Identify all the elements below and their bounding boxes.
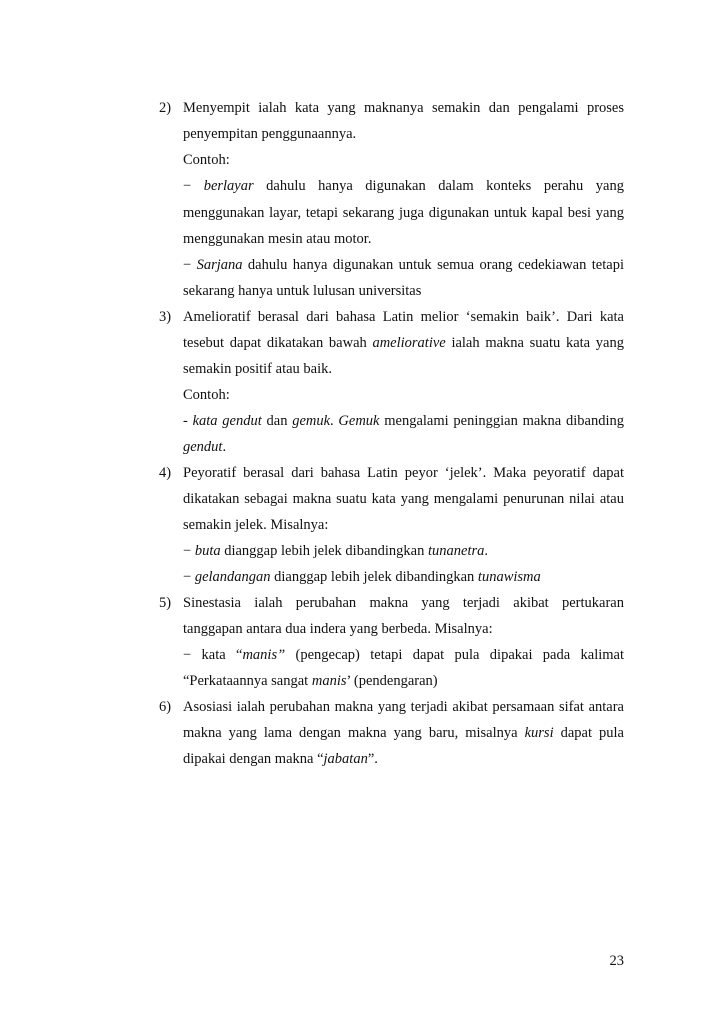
text-line (183, 411, 624, 431)
page-number: 23 (609, 953, 624, 969)
text-line: menggunakan layar, tetapi sekarang juga digunakan untuk kapal besi yang (183, 205, 624, 221)
text-line (183, 437, 624, 457)
text-line: Menyempit ialah kata yang maknanya semakin dan pengalami proses (183, 100, 624, 116)
item-number: 5) (159, 595, 172, 611)
text-line: semakin jelek. Misalnya: (183, 517, 329, 533)
text-segment: dahulu hanya digunakan untuk semua orang cedekiawan tetapi (242, 257, 624, 273)
italic-term: manis” (242, 647, 286, 663)
text-line (183, 567, 624, 587)
text-line: penyempitan penggunaannya. (183, 126, 357, 142)
dash: − (183, 569, 195, 585)
italic-term: ameliorative (372, 335, 446, 351)
text-segment: ialah makna suatu kata yang (445, 335, 624, 351)
text-line: menggunakan mesin atau motor. (183, 231, 372, 247)
italic-term: gemuk (292, 413, 331, 429)
text-line (183, 645, 624, 665)
item-number: 4) (159, 465, 172, 481)
item-number: 6) (159, 699, 172, 715)
text-line (183, 333, 624, 353)
text-line (183, 541, 624, 561)
italic-term: Gemuk (338, 413, 380, 429)
text-segment: ’ (pendengaran) (346, 673, 438, 689)
text-segment: dapat pula (553, 725, 624, 741)
italic-term: gelandangan (194, 569, 271, 585)
italic-term: tunawisma (477, 569, 541, 585)
text-line: Contoh: (183, 152, 230, 168)
dash: − (183, 178, 204, 194)
text-line: dikatakan sebagai makna suatu kata yang mengalami penurunan nilai atau (183, 491, 624, 507)
text-segment: dahulu hanya digunakan dalam konteks perahu yang (253, 178, 624, 194)
text-line (183, 749, 624, 769)
italic-term: Sarjana (196, 257, 243, 273)
text-segment: . (330, 413, 339, 429)
text-segment: tesebut dapat dikatakan bawah (183, 335, 373, 351)
italic-term: jabatan (323, 751, 368, 767)
text-line: semakin positif atau baik. (183, 361, 332, 377)
text-segment: (pengecap) tetapi dapat pula dipakai pada kalimat (285, 647, 624, 663)
italic-term: kursi (524, 725, 554, 741)
text-line: Contoh: (183, 387, 230, 403)
text-line: sekarang hanya untuk lulusan universitas (183, 283, 422, 299)
italic-term: buta (194, 543, 221, 559)
text-segment: dan (261, 413, 293, 429)
text-segment: makna yang lama dengan makna yang baru, misalnya (183, 725, 525, 741)
text-line: Peyoratif berasal dari bahasa Latin peyor ‘jelek’. Maka peyoratif dapat (183, 465, 624, 481)
text-line (183, 176, 624, 196)
italic-term: gendut (183, 439, 223, 455)
text-segment: dianggap lebih jelek dibandingkan (220, 543, 428, 559)
text-line (183, 723, 624, 743)
text-segment: − kata “ (183, 647, 243, 663)
italic-term: kata gendut (192, 413, 262, 429)
text-segment: ”. (367, 751, 378, 767)
italic-term: tunanetra (427, 543, 485, 559)
text-segment: . (484, 543, 488, 559)
text-line: Asosiasi ialah perubahan makna yang terjadi akibat persamaan sifat antara (183, 699, 624, 715)
text-segment: dianggap lebih jelek dibandingkan (270, 569, 478, 585)
item-number: 3) (159, 309, 172, 325)
text-line (183, 255, 624, 275)
text-segment: dipakai dengan makna “ (183, 751, 324, 767)
italic-term: manis (311, 673, 347, 689)
text-segment: mengalami peninggian makna dibanding (379, 413, 624, 429)
text-segment: - (183, 413, 193, 429)
text-segment: “Perkataannya sangat (183, 673, 312, 689)
item-number: 2) (159, 100, 172, 116)
text-line: Amelioratif berasal dari bahasa Latin melior ‘semakin baik’. Dari kata (183, 309, 624, 325)
text-line: Sinestasia ialah perubahan makna yang terjadi akibat pertukaran (183, 595, 624, 611)
text-segment: . (222, 439, 227, 455)
text-line (183, 671, 624, 691)
dash: − (183, 257, 197, 273)
italic-term: berlayar (203, 178, 254, 194)
dash: − (183, 543, 195, 559)
text-line: tanggapan antara dua indera yang berbeda. Misalnya: (183, 621, 493, 637)
